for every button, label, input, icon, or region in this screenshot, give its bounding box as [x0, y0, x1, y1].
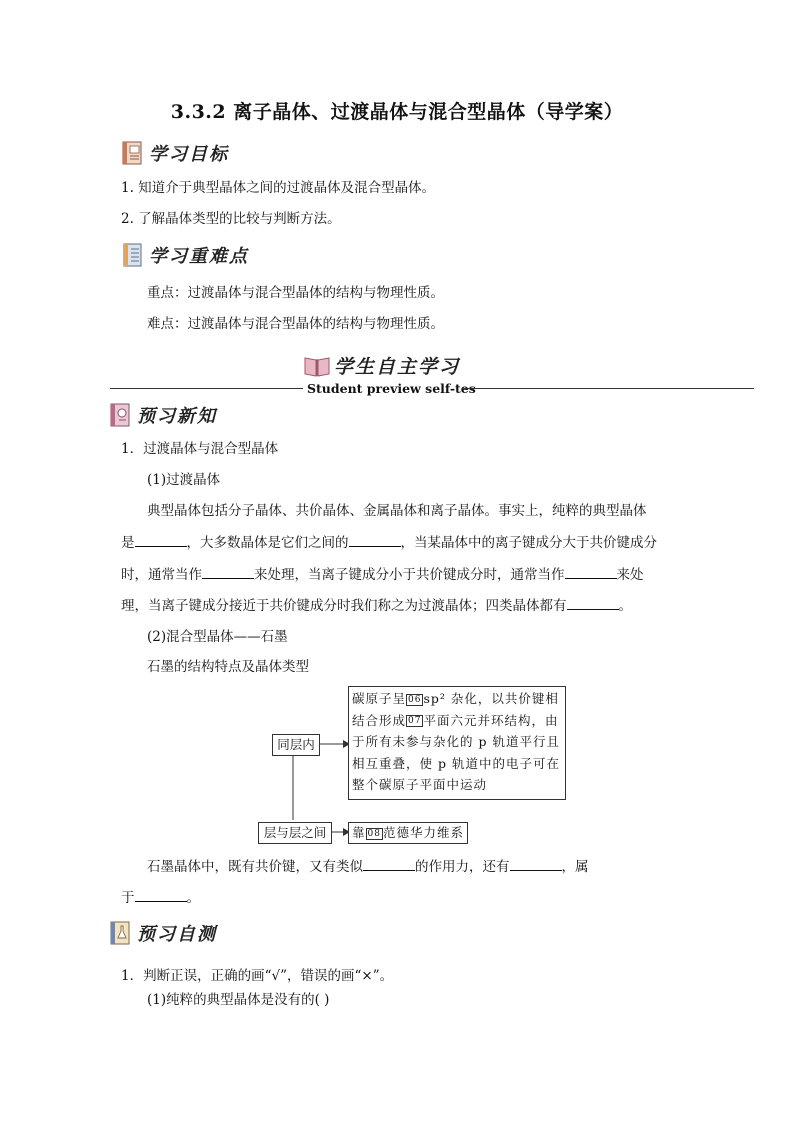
desc-line: 相互重叠，使 p 轨道中的电子可在 [352, 755, 560, 771]
text-fragment: 。 [618, 598, 632, 614]
text-fragment: ，当某晶体中的离子键成分大于共价键成分 [400, 535, 657, 551]
text-fragment: 靠 [352, 825, 366, 840]
preview-para-2 [121, 532, 657, 553]
goals-heading-text: 学习目标 [149, 144, 229, 165]
self-study-heading-text: 学生自主学习 [334, 356, 461, 378]
text-fragment: 理，当离子键成分接近于共价键成分时我们称之为过渡晶体；四类晶体都有 [121, 598, 567, 614]
text-fragment: 石墨晶体中，既有共价键，又有类似 [147, 859, 363, 875]
selftest-heading [109, 920, 217, 946]
between-layers-box: 层与层之间 [258, 822, 332, 844]
notebook-icon [121, 243, 143, 267]
keypoints-heading [121, 242, 249, 268]
preview-para-5 [147, 856, 589, 877]
preview-heading-text: 预习新知 [137, 406, 217, 427]
graphite-title: 石墨的结构特点及晶体类型 [147, 659, 309, 675]
text-fragment: 来处理，当离子键成分小于共价键成分时，通常当作 [254, 567, 565, 583]
text-fragment: 碳原子呈 [352, 691, 407, 706]
keypoint-item-2: 难点：过渡晶体与混合型晶体的结构与物理性质。 [147, 316, 444, 332]
keypoints-heading-text: 学习重难点 [149, 246, 249, 267]
preview-heading [109, 402, 217, 428]
goal-item-2: 2. 了解晶体类型的比较与判断方法。 [121, 211, 341, 227]
preview-para-3 [121, 564, 644, 585]
between-layers-description [348, 822, 468, 844]
blank-marker: 06 [408, 694, 422, 705]
desc-line [352, 710, 562, 732]
flask-notebook-icon [109, 921, 131, 945]
desc-line: 于所有未参与杂化的 p 轨道平行且 [352, 734, 560, 749]
preview-item-1: 1．过渡晶体与混合型晶体 [121, 441, 279, 457]
same-layer-box: 同层内 [272, 734, 320, 756]
text-fragment: 时，通常当作 [121, 567, 202, 583]
text-fragment: ，大多数晶体是它们之间的 [186, 535, 349, 551]
goal-item-1: 1. 知道介于典型晶体之间的过渡晶体及混合型晶体。 [121, 180, 436, 196]
book-icon [121, 141, 143, 165]
preview-sub-1: (1)过渡晶体 [147, 472, 221, 488]
fill-blank[interactable] [135, 532, 187, 547]
fill-blank[interactable] [349, 532, 401, 547]
preview-para-1: 典型晶体包括分子晶体、共价晶体、金属晶体和离子晶体。事实上，纯粹的典型晶体 [147, 503, 647, 519]
desc-line: 整个碳原子平面中运动 [352, 777, 488, 792]
text-fragment: ，属 [561, 859, 589, 875]
selftest-question-1: 1．判断正误，正确的画“√”，错误的画“×”。 [121, 968, 394, 984]
blank-marker: 08 [367, 828, 381, 839]
selftest-heading-text: 预习自测 [137, 924, 217, 945]
divider-right [464, 388, 754, 389]
text-fragment: 来处 [616, 567, 644, 583]
fill-blank[interactable] [567, 595, 619, 610]
same-layer-description [348, 686, 566, 800]
text-fragment: sp² 杂化，以共价键相 [423, 691, 559, 706]
self-study-subtitle: Student preview self-tes [307, 381, 476, 396]
text-fragment: 的作用力，还有 [415, 859, 510, 875]
text-fragment: 结合形成 [352, 712, 407, 728]
page-title: 3.3.2 离子晶体、过渡晶体与混合型晶体（导学案） [170, 101, 624, 123]
text-fragment: 是 [121, 535, 135, 551]
open-book-icon [304, 355, 330, 377]
fill-blank[interactable] [510, 856, 562, 871]
self-study-heading [304, 352, 460, 379]
fill-blank[interactable] [565, 564, 617, 579]
text-fragment: 平面六元并环结构，由 [423, 712, 559, 728]
goals-heading [121, 140, 229, 166]
keypoint-item-1: 重点：过渡晶体与混合型晶体的结构与物理性质。 [147, 285, 444, 301]
blank-marker: 07 [408, 716, 422, 726]
desc-line [352, 688, 562, 710]
text-fragment: 范德华力维系 [382, 825, 464, 840]
fill-blank[interactable] [363, 856, 415, 871]
fill-blank[interactable] [135, 887, 187, 902]
preview-sub-2: (2)混合型晶体——石墨 [147, 629, 288, 645]
divider-left [110, 388, 303, 389]
text-fragment: 于 [121, 890, 135, 906]
preview-para-6 [121, 887, 200, 908]
lightbulb-book-icon [109, 403, 131, 427]
preview-para-4 [121, 595, 632, 616]
fill-blank[interactable] [202, 564, 254, 579]
selftest-question-1-1: (1)纯粹的典型晶体是没有的( ) [147, 992, 330, 1008]
text-fragment: 。 [186, 890, 200, 906]
